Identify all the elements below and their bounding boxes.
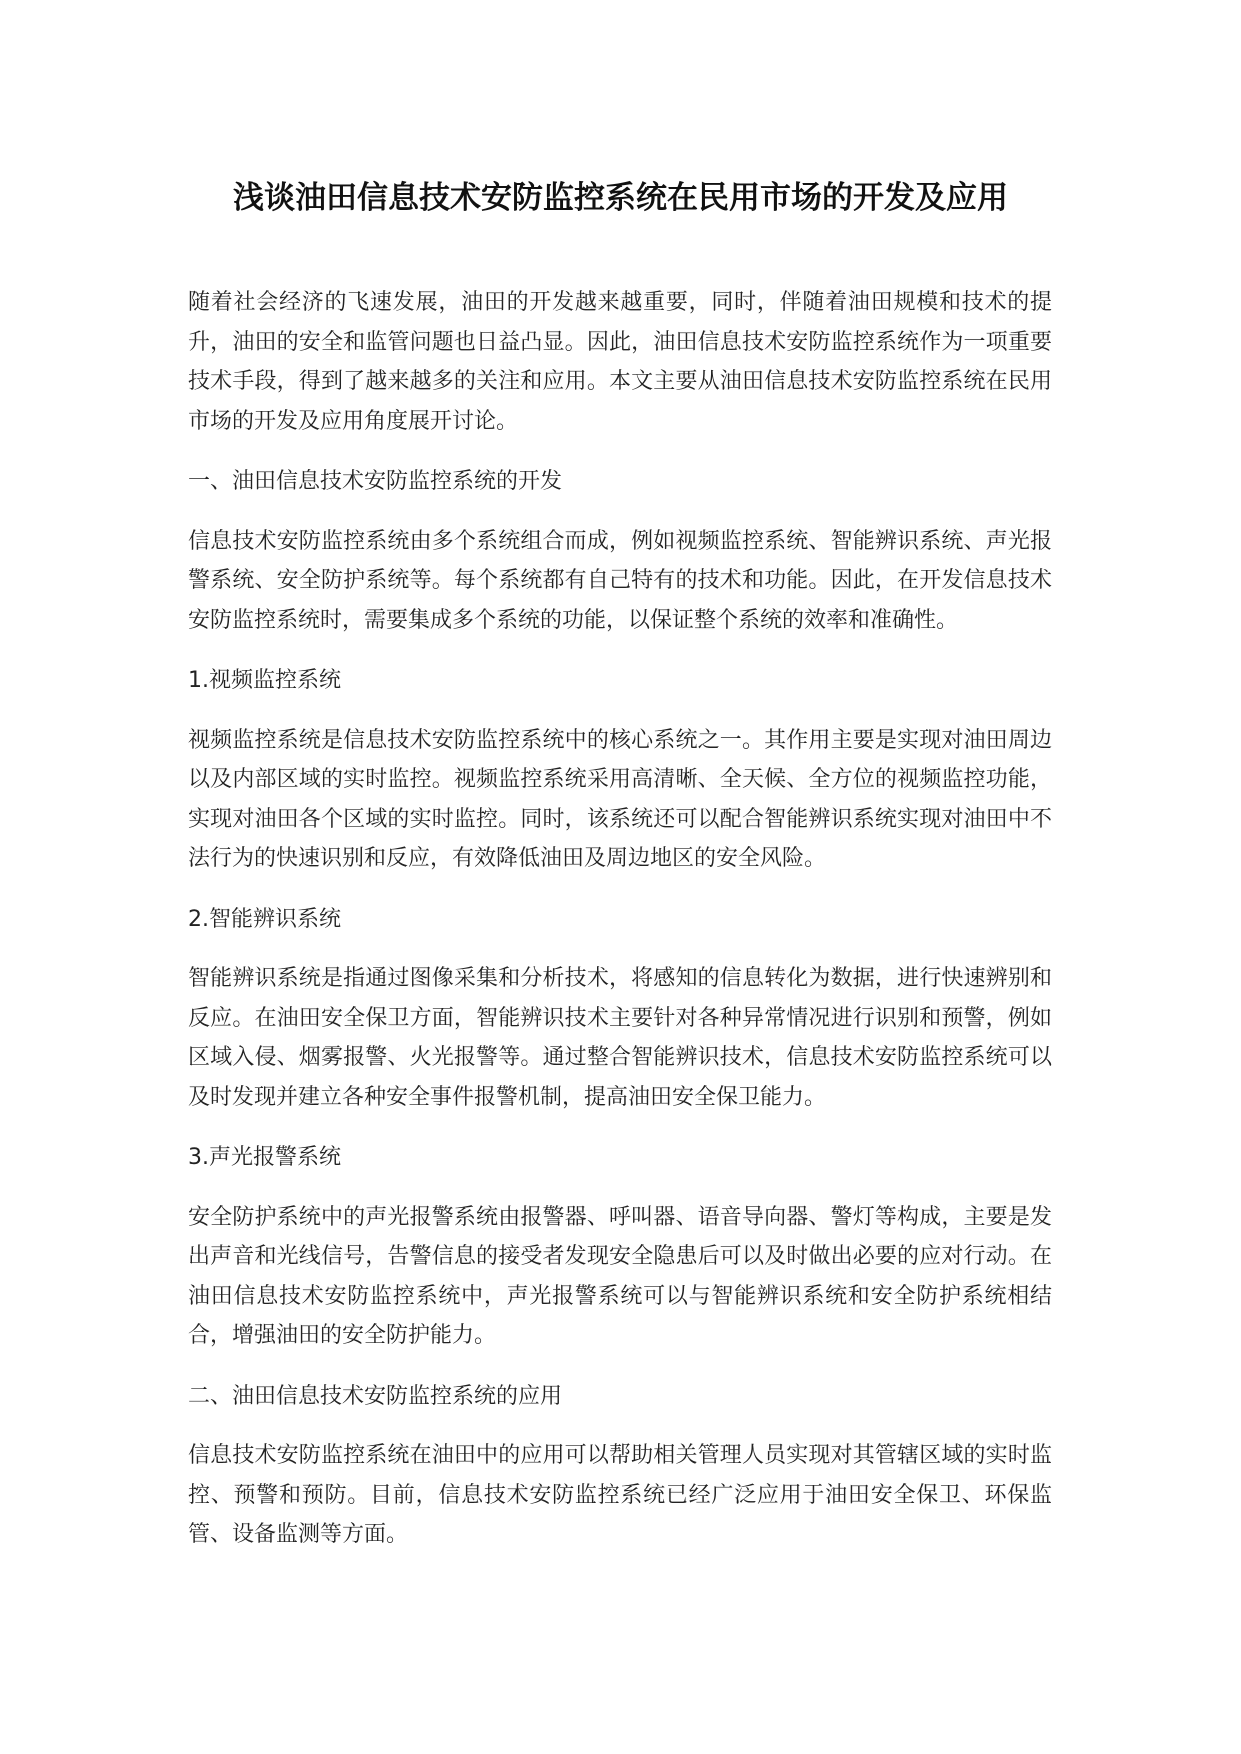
document-title: 浅谈油田信息技术安防监控系统在民用市场的开发及应用 — [233, 180, 1008, 216]
intro-paragraph: 随着社会经济的飞速发展，油田的开发越来越重要，同时，伴随着油田规模和技术的提升，油田的安全和监管问题也日益凸显。因此，油田信息技术安防监控系统作为一项重要技术手段，得到了越来越多的关注和应用。本文主要从油田信息技术安防监控系统在民用市场的开发及应用角度展开讨论。 — [188, 290, 1052, 434]
subsection-1-heading: 1.视频监控系统 — [188, 668, 341, 693]
subsection-2-heading: 2.智能辨识系统 — [188, 906, 341, 932]
subsection-1-paragraph: 视频监控系统是信息技术安防监控系统中的核心系统之一。其作用主要是实现对油田周边以及内部区域的实时监控。视频监控系统采用高清晰、全天候、全方位的视频监控功能，实现对油田各个区域的实时监控。同时，该系统还可以配合智能辨识系统实现对油田中不法行为的快速识别和反应，有效降低油田及周边地区的安全风险。 — [188, 727, 1052, 871]
subsection-3-paragraph: 安全防护系统中的声光报警系统由报警器、呼叫器、语音导向器、警灯等构成，主要是发出声音和光线信号，告警信息的接受者发现安全隐患后可以及时做出必要的应对行动。在油田信息技术安防监控系统中，声光报警系统可以与智能辨识系统和安全防护系统相结合，增强油田的安全防护能力。 — [188, 1204, 1052, 1348]
subsection-3-heading: 3.声光报警系统 — [188, 1145, 341, 1170]
section-1-heading: 一、油田信息技术安防监控系统的开发 — [188, 469, 563, 494]
document-body — [188, 283, 1052, 1576]
subsection-2-paragraph: 智能辨识系统是指通过图像采集和分析技术，将感知的信息转化为数据，进行快速辨别和反应。在油田安全保卫方面，智能辨识技术主要针对各种异常情况进行识别和预警，例如区域入侵、烟雾报警、火光报警等。通过整合智能辨识技术，信息技术安防监控系统可以及时发现并建立各种安全事件报警机制，提高油田安全保卫能力。 — [188, 966, 1052, 1110]
section-2-paragraph: 信息技术安防监控系统在油田中的应用可以帮助相关管理人员实现对其管辖区域的实时监控、预警和预防。目前，信息技术安防监控系统已经广泛应用于油田安全保卫、环保监管、设备监测等方面。 — [188, 1443, 1052, 1547]
section-2-heading: 二、油田信息技术安防监控系统的应用 — [188, 1383, 563, 1409]
section-1-paragraph: 信息技术安防监控系统由多个系统组合而成，例如视频监控系统、智能辨识系统、声光报警系统、安全防护系统等。每个系统都有自己特有的技术和功能。因此，在开发信息技术安防监控系统时，需要集成多个系统的功能，以保证整个系统的效率和准确性。 — [188, 528, 1052, 633]
